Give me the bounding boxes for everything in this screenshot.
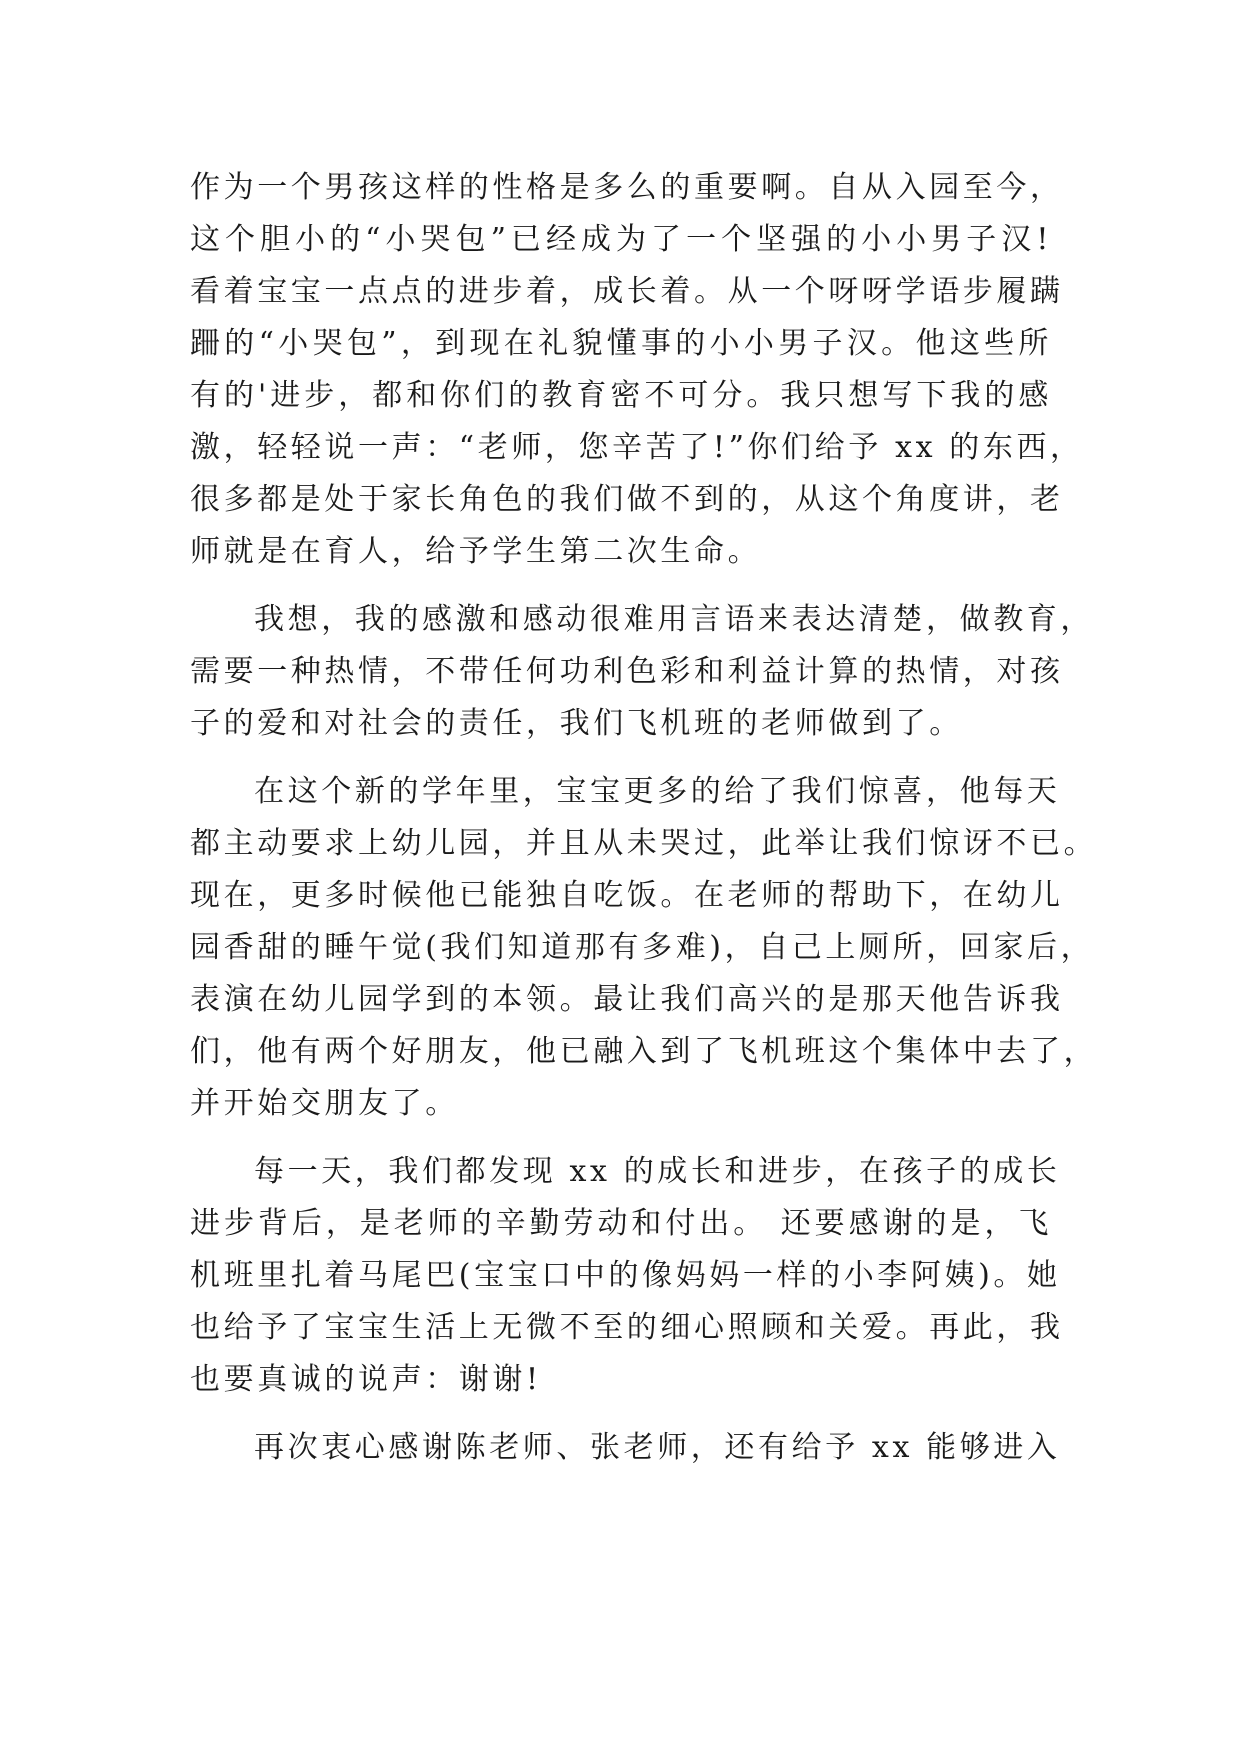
- text-line: 并开始交朋友了。: [190, 1086, 459, 1121]
- text-line: 现在，更多时候他已能独自吃饭。在老师的帮助下，在幼儿: [190, 878, 1064, 913]
- text-line: 很多都是处于家长角色的我们做不到的，从这个角度讲，老: [190, 482, 1064, 517]
- text-line: 作为一个男孩这样的性格是多么的重要啊。自从入园至今，: [190, 170, 1064, 205]
- text-line: 需要一种热情，不带任何功利色彩和利益计算的热情，对孩: [190, 654, 1064, 689]
- text-line: 师就是在育人，给予学生第二次生命。: [190, 534, 762, 569]
- paragraph-4: [190, 1146, 1064, 1406]
- text-line: 们，他有两个好朋友，他已融入到了飞机班这个集体中去了，: [190, 1034, 1098, 1069]
- text-line: 进步背后，是老师的辛勤劳动和付出。 还要感谢的是，飞: [190, 1206, 1052, 1241]
- text-line: 也要真诚的说声：谢谢!: [190, 1362, 542, 1397]
- text-line: 都主动要求上幼儿园，并且从未哭过，此举让我们惊讶不已。: [190, 826, 1098, 861]
- text-line: 园香甜的睡午觉(我们知道那有多难)，自己上厕所，回家后，: [190, 930, 1095, 965]
- text-line: 在这个新的学年里，宝宝更多的给了我们惊喜，他每天: [254, 774, 1061, 809]
- text-line: 跚的“小哭包”，到现在礼貌懂事的小小男子汉。他这些所: [190, 326, 1052, 361]
- text-line: 也给予了宝宝生活上无微不至的细心照顾和关爱。再此，我: [190, 1310, 1064, 1345]
- paragraph-2: [190, 594, 1094, 750]
- text-line: 这个胆小的“小哭包”已经成为了一个坚强的小小男子汉!: [190, 222, 1052, 257]
- paragraph-5: [190, 1422, 1061, 1474]
- document-body: [190, 162, 1098, 1474]
- text-line: 每一天，我们都发现 xx 的成长和进步，在孩子的成长: [254, 1154, 1061, 1189]
- text-line: 表演在幼儿园学到的本领。最让我们高兴的是那天他告诉我: [190, 982, 1064, 1017]
- text-line: 激，轻轻说一声：“老师，您辛苦了!”你们给予 xx 的东西，: [190, 430, 1084, 465]
- text-line: 机班里扎着马尾巴(宝宝口中的像妈妈一样的小李阿姨)。她: [190, 1258, 1061, 1293]
- text-line: 再次衷心感谢陈老师、张老师，还有给予 xx 能够进入: [254, 1430, 1061, 1465]
- paragraph-1: [190, 162, 1084, 578]
- paragraph-3: [190, 766, 1098, 1130]
- text-line: 看着宝宝一点点的进步着，成长着。从一个呀呀学语步履蹒: [190, 274, 1064, 309]
- text-line: 子的爱和对社会的责任，我们飞机班的老师做到了。: [190, 706, 963, 741]
- text-line: 有的'进步，都和你们的教育密不可分。我只想写下我的感: [190, 378, 1052, 413]
- text-line: 我想，我的感激和感动很难用言语来表达清楚，做教育，: [254, 602, 1094, 637]
